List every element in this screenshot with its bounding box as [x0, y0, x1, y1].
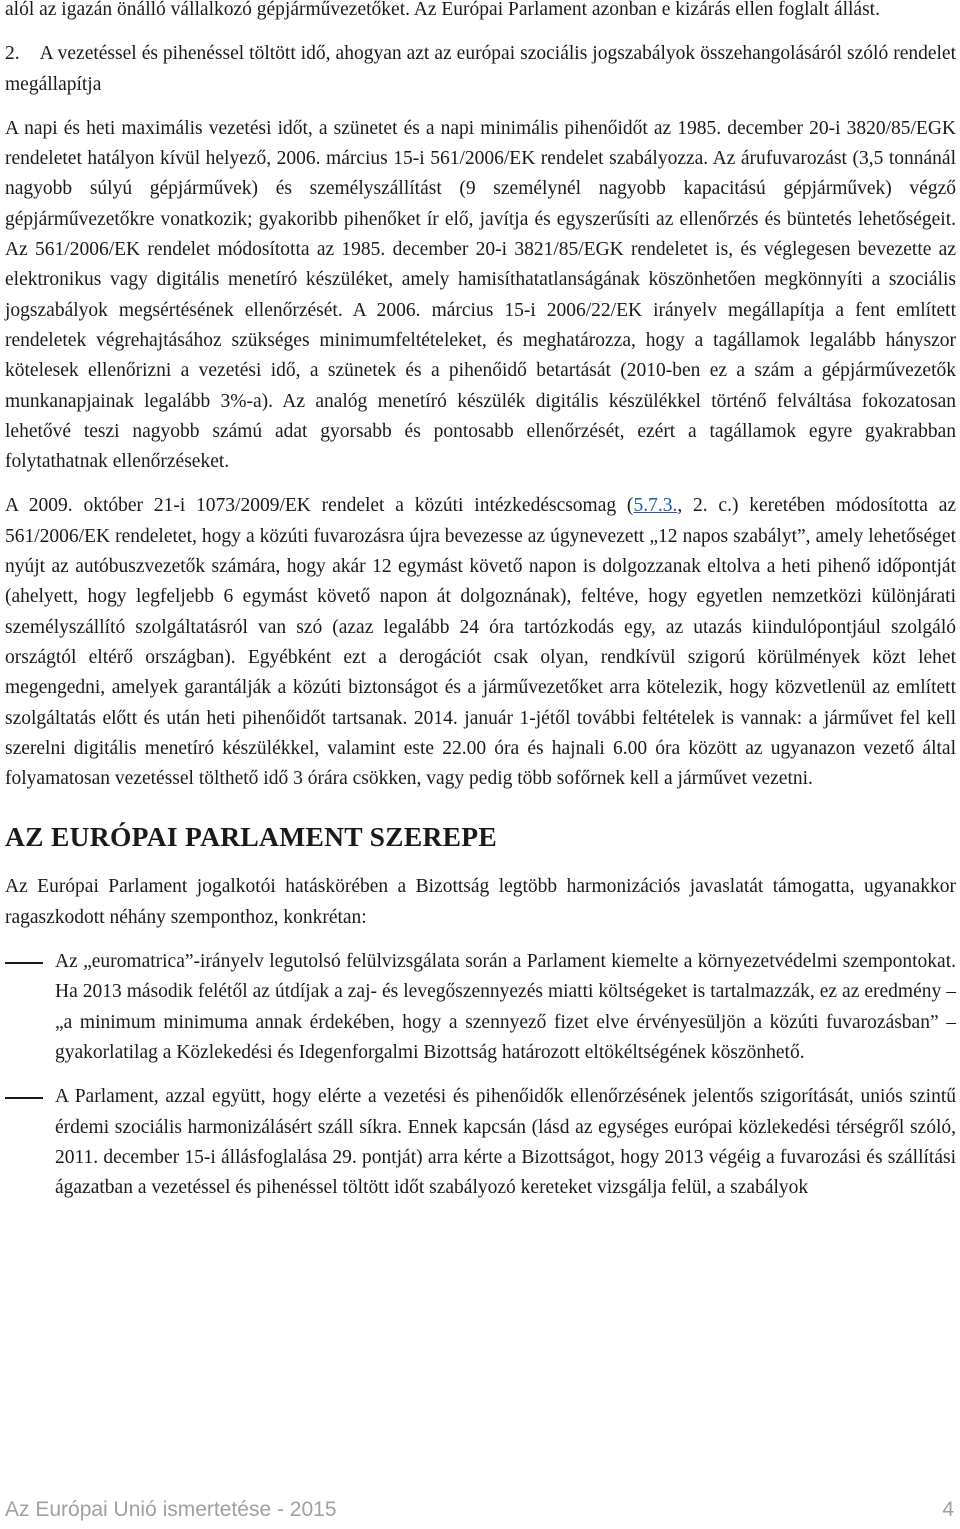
body-paragraph: A 2009. október 21-i 1073/2009/EK rendelet a közúti intézkedéscsomag (5.7.3., 2. c.) keretében módosította az 561/2006/EK rendeletet, hogy a közúti fuvarozásra újra bevezesse az úgynevezett „12 napos szabályt”, amely lehetőséget nyújt az autóbuszvezetők számára, hogy akár 12 egymást követő napon is dolgozzanak eltolva a heti pihenő időpontját (ahelyett, hogy legfeljebb 6 egymást követő napon át dolgoznának), feltéve, hogy egyetlen nemzetközi különjárati személyszállító szolgáltatásról van szó (azaz legalább 24 óra tartózkodás egy, az utazás kiindulópontjául szolgáló országtól eltérő országban). Egyébként ezt a derogációt csak olyan, rendkívül szigorú körülmények közt lehet megengedni, amelyek garantálják a közúti biztonságot és a járművezetőket arra kötelezik, hogy közvetlenül az említett szolgáltatás előtt és után heti pihenőidőt tartsanak. 2014. január 1-jétől további feltételek is vannak: a járművet fel kell szerelni digitális menetíró készülékkel, valamint este 22.00 óra és hajnali 6.00 óra között az ugyanazon vezető által folyamatosan vezetéssel tölthető idő 3 órára csökken, vagy pedig több sofőrnek kell a járművet vezetni. — [5, 495, 957, 790]
list-item-text: Az „euromatrica”-irányelv legutolsó felülvizsgálata során a Parlament kiemelte a környezetvédelmi szempontokat. Ha 2013 második felétől az útdíjak a zaj- és levegőszennyezés miatti költségeket is tartalmazzák, ez az eredmény – „a minimum minimuma annak érdekében, hogy a szennyező fizet elve érvényesüljön a közúti fuvarozásban” – gyakorlatilag a Közlekedési és Idegenforgalmi Bizottság határozott eltökéltségének köszönhető. — [55, 951, 956, 1063]
section-intro: Az Európai Parlament jogalkotói hatáskörében a Bizottság legtöbb harmonizációs javaslatát támogatta, ugyanakkor ragaszkodott néhány szemponthoz, konkrétan: — [5, 876, 956, 928]
intro-paragraph: alól az igazán önálló vállalkozó gépjárművezetőket. Az Európai Parlament azonban e kizárás ellen foglalt állást. — [5, 0, 880, 20]
item-number: 2. — [5, 43, 20, 65]
list-item — [5, 947, 956, 1068]
document-body — [5, 0, 956, 1203]
section-title: AZ EURÓPAI PARLAMENT SZEREPE — [5, 821, 497, 853]
numbered-heading — [5, 39, 956, 100]
list-item-text: A Parlament, azzal együtt, hogy elérte a vezetési és pihenőidők ellenőrzésének jelentős szigorítását, uniós szintű érdemi szociális harmonizálásért száll síkra. Ennek kapcsán (lásd az egységes európai közlekedési térségről szóló, 2011. december 15-i állásfoglalása 29. pontját) arra kérte a Bizottságot, hogy 2013 végéig a fuvarozási és szállítási ágazatban a vezetéssel és pihenéssel töltött időt szabályozó kereteket vizsgálja felül, a szabályok — [55, 1086, 956, 1199]
dash-bullet-icon — [5, 1097, 43, 1099]
list-item — [5, 1082, 956, 1203]
body-paragraph: A napi és heti maximális vezetési időt, a szünetet és a napi minimális pihenőidőt az 1985. december 20-i 3820/85/EGK rendeletet hatályon kívül helyező, 2006. március 15-i 561/2006/EK rendelet szabályozza. Az árufuvarozást (3,5 tonnánál nagyobb súlyú gépjárművek) és személyszállítást (9 személynél nagyobb kapacitású gépjárművek) végző gépjárművezetőkre vonatkozik; gyakoribb pihenőket ír elő, javítja és egyszerűsíti az ellenőrzés és büntetés lehetőségeit. Az 561/2006/EK rendelet módosította az 1985. december 20-i 3821/85/EGK rendeletet is, és véglegesen bevezette az elektronikus vagy digitális menetíró készüléket, amely hamisíthatatlanságának köszönhetően megkönnyíti a szociális jogszabályok megsértésének ellenőrzését. A 2006. március 15-i 2006/22/EK irányelv megállapítja a fent említett rendeletek végrehajtásához szükséges minimumfeltételeket, és meghatározza, hogy a tagállamok legalább hányszor kötelesek ellenőrizni a vezetési idő, a szünetek és a pihenőidő betartását (2010-ben ez a szám a gépjárművezetők munkanapjainak legalább 3%-a). Az analóg menetíró készülék digitális készülékkel történő felváltása fokozatosan lehetővé teszi nagyobb számú adat gyorsabb és pontosabb ellenőrzését, ezért a tagállamok egyre gyakrabban folytathatnak ellenőrzéseket. — [5, 117, 956, 473]
page-footer — [5, 1495, 954, 1525]
footer-title: Az Európai Unió ismertetése - 2015 — [5, 1498, 337, 1521]
item-heading: A vezetéssel és pihenéssel töltött idő, ahogyan azt az európai szociális jogszabályok összehangolásáról szóló rendelet megállapítja — [5, 43, 957, 95]
page-number: 4 — [942, 1498, 954, 1521]
dash-bullet-icon — [5, 962, 43, 964]
cross-reference-link[interactable]: 5.7.3. — [633, 495, 678, 517]
